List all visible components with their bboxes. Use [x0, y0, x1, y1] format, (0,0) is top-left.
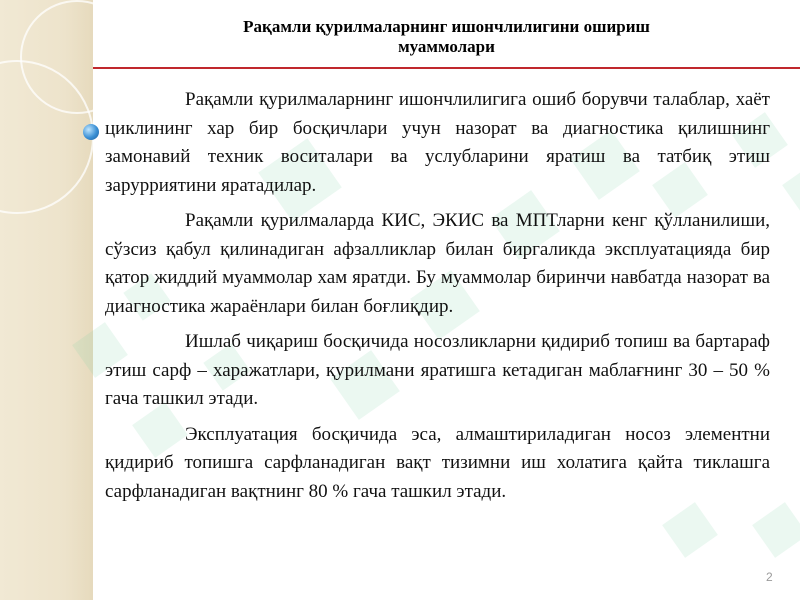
slide-title-line: Рақамли қурилмаларнинг ишончлилигини ошириш: [243, 17, 650, 36]
bullet-ball-icon: [83, 124, 99, 140]
body-paragraph: Эксплуатация босқичида эса, алмаштириладиган носоз элементни қидириб топишга сарфланадиган вақт тизимни иш холатига қайта тиклашга сарфланадиган вақтнинг 80 % гача ташкил этади.: [105, 423, 770, 502]
slide-body: [105, 86, 770, 513]
slide-title-line: муаммолари: [398, 37, 495, 56]
page-number: 2: [766, 570, 773, 584]
title-divider: [93, 67, 800, 69]
body-paragraph: Рақамли қурилмаларнинг ишончлилигига ошиб борувчи талаблар, хаёт циклининг хар бир босқичлари учун назорат ва диагностика қилишнинг замонавий техник воситалари ва услубларини яратиш ва татбиқ этиш зарурриятини яратадилар.: [105, 89, 770, 196]
body-paragraph: Рақамли қурилмаларда КИС, ЭКИС ва МПТларни кенг қўлланилиши, сўзсиз қабул қилинадиган афзалликлар билан биргаликда эксплуатацияда бир қатор жиддий муаммолар хам яратди. Бу муаммолар биринчи навбатда назорат ва диагностика жараёнлари билан боғлиқдир.: [105, 210, 770, 317]
slide-title: [93, 17, 800, 57]
body-paragraph: Ишлаб чиқариш босқичида носозликларни қидириб топиш ва бартараф этиш сарф – харажатлари, қурилмани яратишга кетадиган маблағнинг 30 – 50 % гача ташкил этади.: [105, 331, 770, 409]
left-decor-panel: [0, 0, 93, 600]
